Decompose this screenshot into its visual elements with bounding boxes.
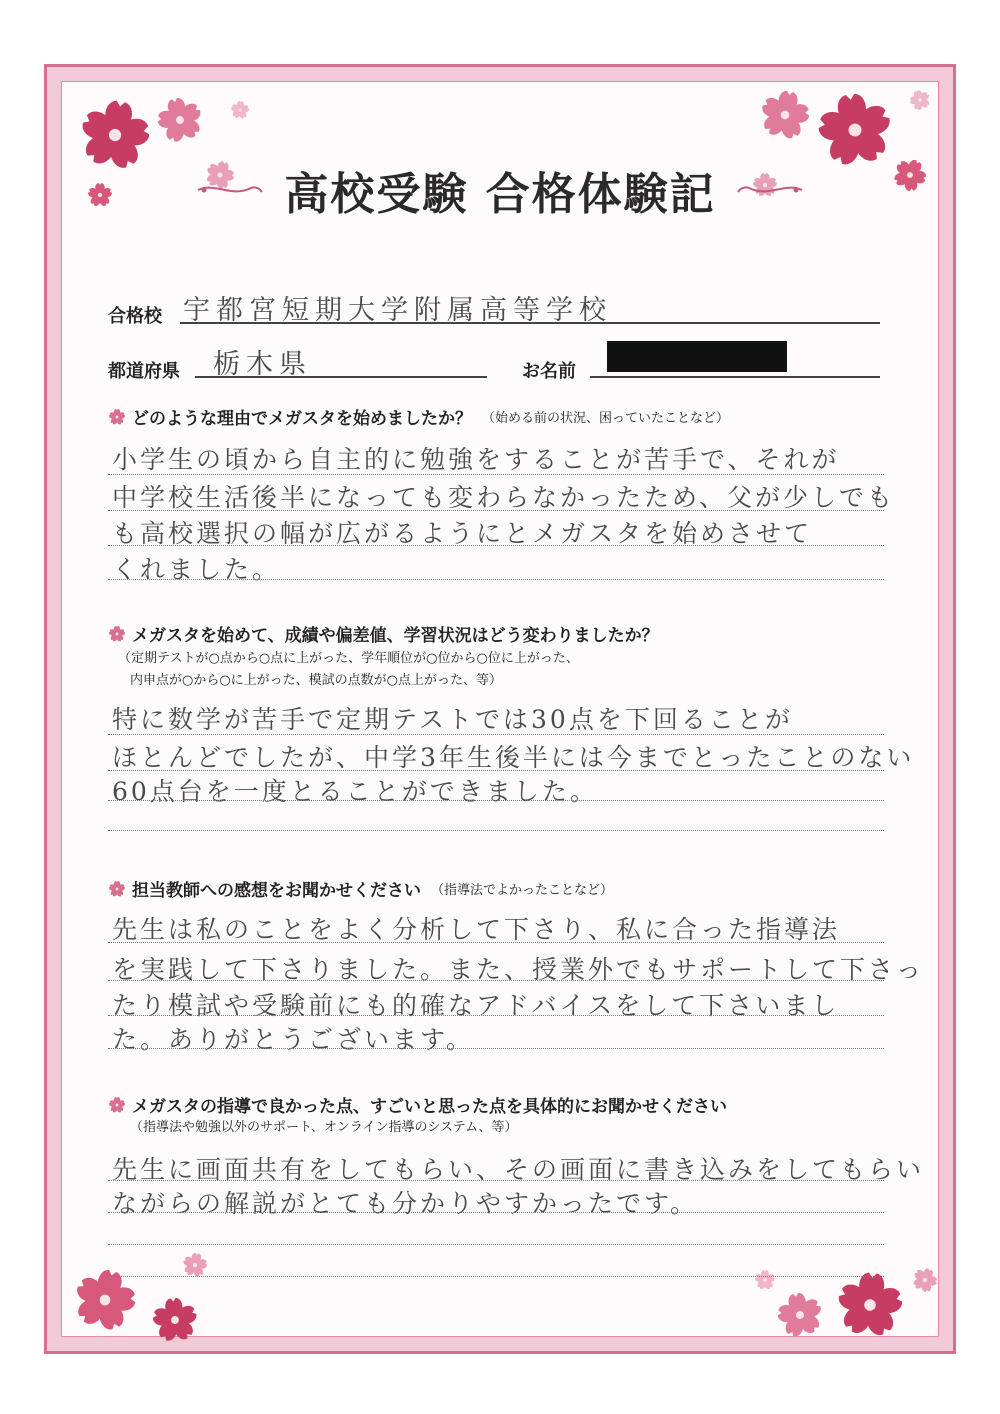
question-4-answer-line-2: ながらの解説がとても分かりやすかったです。: [112, 1189, 699, 1218]
sakura-bullet-icon: [108, 880, 126, 898]
answer-rule: [108, 830, 884, 831]
question-2-title: メガスタを始めて、成績や偏差値、学習状況はどう変わりましたか？: [132, 626, 659, 646]
sakura-decoration-bottom-right: [740, 1235, 940, 1355]
question-2-sub-2: 内申点が○から○に上がった、模試の点数が○点上がった、等）: [130, 673, 503, 688]
name-underline: [590, 376, 880, 378]
answer-rule: [108, 1180, 884, 1181]
question-3-answer-line-1: 先生は私のことをよく分析して下さり、私に合った指導法: [112, 915, 841, 944]
question-3-answer-line-4: た。ありがとうございます。: [112, 1025, 475, 1054]
name-label: お名前: [522, 361, 576, 382]
question-1-note: （始める前の状況、困っていたことなど）: [482, 411, 730, 426]
question-2-answer-line-1: 特に数学が苦手で定期テストでは30点を下回ることが: [112, 705, 793, 734]
answer-rule: [108, 980, 884, 981]
sakura-bullet-icon: [108, 625, 126, 643]
question-4-answer-line-1: 先生に画面共有をしてもらい、その画面に書き込みをしてもらい: [112, 1155, 925, 1184]
question-2-answer-line-2: ほとんどでしたが、中学3年生後半には今までとったことのない: [112, 743, 915, 772]
sakura-decoration-bottom-left: [60, 1230, 220, 1350]
answer-rule: [108, 770, 884, 771]
question-3-answer-line-2: を実践して下さりました。また、授業外でもサポートして下さっ: [112, 955, 925, 984]
question-1-answer-line-4: くれました。: [112, 555, 281, 584]
answer-rule: [108, 1048, 884, 1049]
question-3-answer-line-3: たり模試や受験前にも的確なアドバイスをして下さいまし: [112, 991, 840, 1020]
answer-rule: [108, 942, 884, 943]
prefecture-label: 都道府県: [108, 361, 180, 382]
answer-rule: [108, 545, 884, 546]
title-ornament-left: [196, 180, 266, 200]
answer-rule: [108, 1212, 884, 1213]
question-2-heading: [108, 621, 659, 646]
question-1-title: どのような理由でメガスタを始めましたか？: [132, 409, 472, 429]
question-1-answer-line-2: 中学校生活後半になっても変わらなかったため、父が少しでも: [112, 483, 896, 512]
answer-rule: [108, 1015, 884, 1016]
question-3-title: 担当教師への感想をお聞かせください: [132, 881, 421, 901]
question-2-sub-1: （定期テストが○点から○点に上がった、学年順位が○位から○位に上がった、: [118, 651, 579, 666]
answer-rule: [108, 1244, 884, 1245]
name-redaction-bar: [607, 341, 787, 372]
question-4-sub-1: （指導法や勉強以外のサポート、オンライン指導のシステム、等）: [130, 1120, 518, 1135]
answer-rule: [108, 734, 884, 735]
question-3-heading: [108, 876, 613, 901]
answer-rule: [108, 474, 884, 475]
question-4-title: メガスタの指導で良かった点、すごいと思った点を具体的にお聞かせください: [132, 1097, 727, 1117]
prefecture-underline: [195, 376, 487, 378]
question-3-note: （指導法でよかったことなど）: [431, 883, 614, 898]
school-label: 合格校: [108, 306, 162, 327]
prefecture-value: 栃木県: [213, 349, 312, 380]
sakura-bullet-icon: [108, 408, 126, 426]
answer-rule: [108, 510, 884, 511]
school-underline: [180, 322, 880, 324]
answer-rule: [108, 1276, 884, 1277]
question-1-answer-line-1: 小学生の頃から自主的に勉強をすることが苦手で、それが: [112, 445, 840, 474]
question-1-heading: [108, 404, 729, 429]
question-2-answer-line-3: 60点台を一度とることができました。: [112, 777, 598, 806]
answer-rule: [108, 800, 884, 801]
question-4-heading: [108, 1092, 727, 1117]
answer-rule: [108, 579, 884, 580]
page-title: 高校受験 合格体験記: [284, 169, 716, 220]
title-row: [0, 155, 1000, 225]
question-1-answer-line-3: も高校選択の幅が広がるようにとメガスタを始めさせて: [112, 519, 813, 548]
title-ornament-right: [734, 180, 804, 200]
sakura-bullet-icon: [108, 1096, 126, 1114]
school-value: 宇都宮短期大学附属高等学校: [183, 295, 612, 326]
